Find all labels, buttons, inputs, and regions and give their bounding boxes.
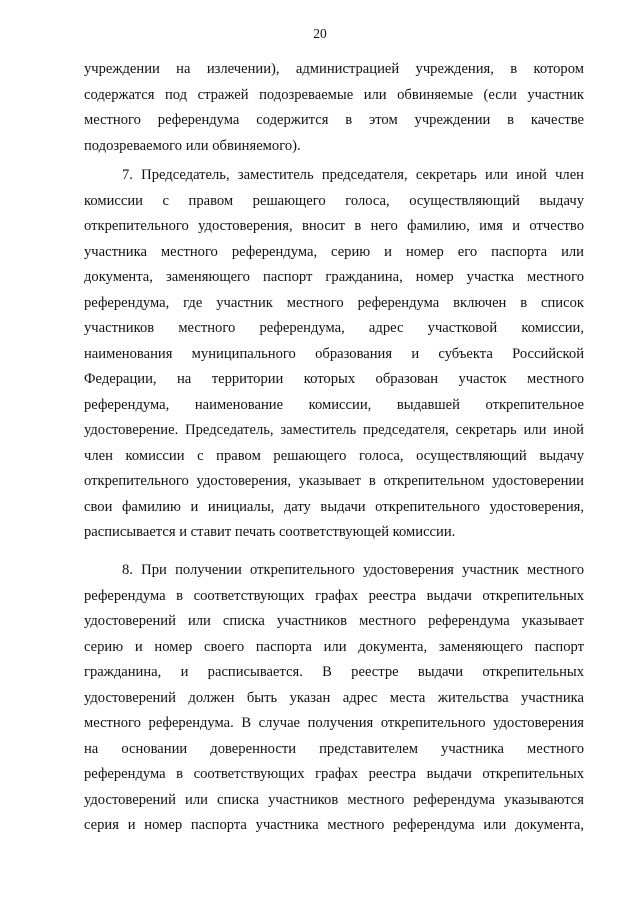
text-line: удостоверений или списка участников местного референдума указываются	[84, 791, 584, 808]
paragraph-6-continuation	[84, 57, 584, 159]
text-line: свои фамилию и инициалы, дату выдачи открепительного удостоверения,	[84, 498, 584, 515]
text-line: гражданина, и расписывается. В реестре выдачи открепительных	[84, 664, 584, 680]
text-line: удостоверений должен быть указан адрес места жительства участника	[84, 689, 584, 706]
paragraph-7	[84, 163, 584, 546]
text-line: наименования муниципального образования и субъекта Российской	[84, 345, 584, 362]
text-line: референдума в соответствующих графах реестра выдачи открепительных	[84, 587, 584, 604]
paragraph-8	[84, 558, 584, 839]
text-line: комиссии с правом решающего голоса, осуществляющий выдачу	[84, 192, 584, 209]
text-line: документа, заменяющего паспорт гражданина, номер участка местного	[84, 269, 584, 285]
text-line: открепительного удостоверения, вносит в него фамилию, имя и отчество	[84, 218, 584, 234]
text-line: удостоверений или списка участников местного референдума указывает	[84, 613, 584, 629]
text-line: серия и номер паспорта участника местного референдума или документа,	[84, 817, 584, 833]
text-line: местного референдума. В случае получения открепительного удостоверения	[84, 715, 584, 731]
text-line: референдума, где участник местного референдума включен в список	[84, 294, 584, 311]
text-line: местного референдума содержится в этом учреждении в качестве	[84, 112, 584, 128]
text-line: учреждении на излечении), администрацией учреждения, в котором	[84, 61, 584, 77]
text-line: подозреваемого или обвиняемого).	[84, 137, 301, 154]
text-line: удостоверение. Председатель, заместитель председателя, секретарь или иной	[84, 422, 584, 438]
text-line: на основании доверенности представителем участника местного	[84, 740, 584, 757]
text-line: референдума в соответствующих графах реестра выдачи открепительных	[84, 766, 584, 782]
text-line: участника местного референдума, серию и номер его паспорта или	[84, 243, 584, 260]
text-line: содержатся под стражей подозреваемые или обвиняемые (если участник	[84, 86, 584, 103]
page-number: 20	[313, 26, 327, 41]
text-line: Федерации, на территории которых образован участок местного	[84, 371, 584, 387]
text-line: 8. При получении открепительного удостоверения участник местного	[122, 562, 584, 578]
text-line: 7. Председатель, заместитель председателя, секретарь или иной член	[122, 167, 584, 183]
text-line: участников местного референдума, адрес участковой комиссии,	[84, 320, 584, 336]
text-line: расписывается и ставит печать соответствующей комиссии.	[84, 524, 456, 540]
text-line: открепительного удостоверения, указывает в открепительном удостоверении	[84, 473, 584, 489]
text-line: референдума, наименование комиссии, выдавшей открепительное	[84, 396, 584, 413]
text-line: член комиссии с правом решающего голоса, осуществляющий выдачу	[84, 447, 584, 464]
text-line: серию и номер своего паспорта или документа, заменяющего паспорт	[84, 638, 584, 655]
